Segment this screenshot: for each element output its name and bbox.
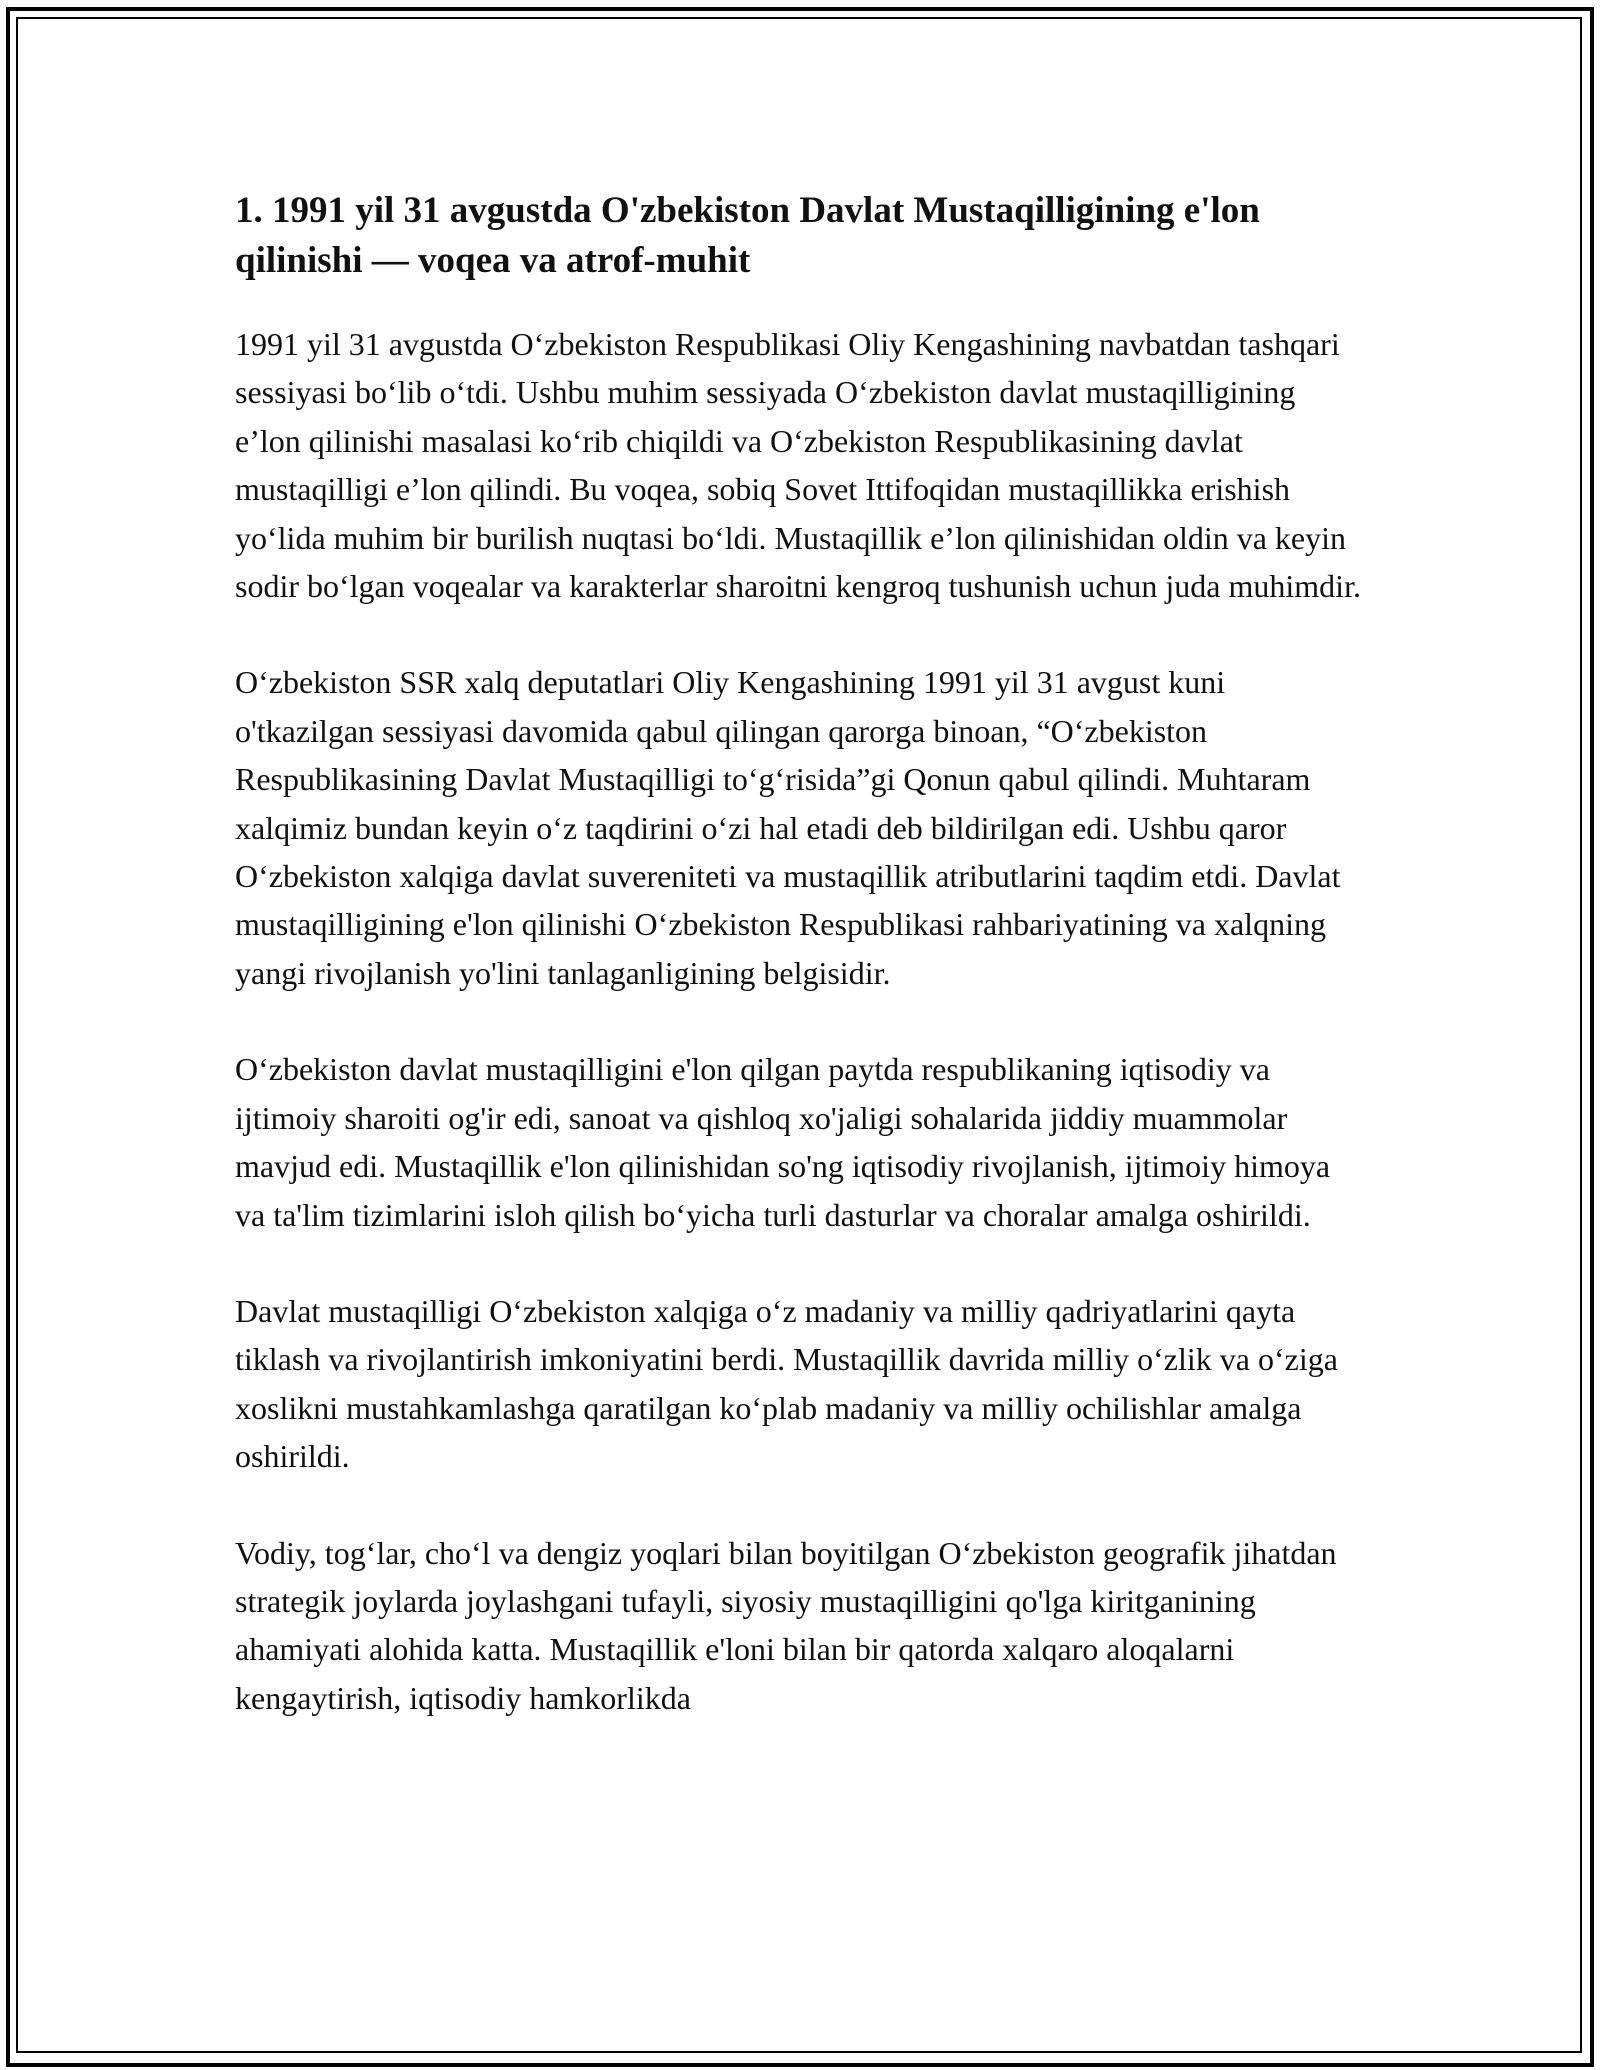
section-heading: 1. 1991 yil 31 avgustda O'zbekiston Davlat Mustaqilligining e'lon qilinishi — voqea va atrof-muhit [235,190,1260,281]
paragraph-2: O‘zbekiston SSR xalq deputatlari Oliy Kengashining 1991 yil 31 avgust kuni o'tkazilgan sessiyasi davomida qabul qilingan qarorga binoan, “O‘zbekiston Respublikasining Davlat Mustaqilligi to‘g‘risida”gi Qonun qabul qilindi. Muhtaram xalqimiz bundan keyin o‘z taqdirini o‘zi hal etadi deb bildirilgan edi. Ushbu qaror O‘zbekiston xalqiga davlat suvereniteti va mustaqillik atributlarini taqdim etdi. Davlat mustaqilligining e'lon qilinishi O‘zbekiston Respublikasi rahbariyatining va xalqning yangi rivojlanish yo'lini tanlaganligining belgisidir. [235,664,1341,991]
document-body [235,186,1365,1770]
paragraph-5: Vodiy, tog‘lar, cho‘l va dengiz yoqlari bilan boyitilgan O‘zbekiston geografik jihatdan strategik joylarda joylashgani tufayli, siyosiy mustaqilligini qo'lga kiritganining ahamiyati alohida katta. Mustaqillik e'loni bilan bir qatorda xalqaro aloqalarni kengaytirish, iqtisodiy hamkorlikda [235,1534,1337,1716]
paragraph-3: O‘zbekiston davlat mustaqilligini e'lon qilgan paytda respublikaning iqtisodiy va ijtimoiy sharoiti og'ir edi, sanoat va qishloq xo'jaligi sohalarida jiddiy muammolar mavjud edi. Mustaqillik e'lon qilinishidan so'ng iqtisodiy rivojlanish, ijtimoiy himoya va ta'lim tizimlarini isloh qilish bo‘yicha turli dasturlar va choralar amalga oshirildi. [235,1051,1331,1233]
paragraph-4: Davlat mustaqilligi O‘zbekiston xalqiga o‘z madaniy va milliy qadriyatlarini qayta tiklash va rivojlantirish imkoniyatini berdi. Mustaqillik davrida milliy o‘zlik va o‘ziga xoslikni mustahkamlashga qaratilgan ko‘plab madaniy va milliy ochilishlar amalga oshirildi. [235,1292,1338,1475]
paragraph-1: 1991 yil 31 avgustda O‘zbekiston Respublikasi Oliy Kengashining navbatdan tashqari sessiyasi bo‘lib o‘tdi. Ushbu muhim sessiyada O‘zbekiston davlat mustaqilligining e’lon qilinishi masalasi ko‘rib chiqildi va O‘zbekiston Respublikasining davlat mustaqilligi e’lon qilindi. Bu voqea, sobiq Sovet Ittifoqidan mustaqillikka erishish yo‘lida muhim bir burilish nuqtasi bo‘ldi. Mustaqillik e’lon qilinishidan oldin va keyin sodir bo‘lgan voqealar va karakterlar sharoitni kengroq tushunish uchun juda muhimdir. [235,326,1361,605]
